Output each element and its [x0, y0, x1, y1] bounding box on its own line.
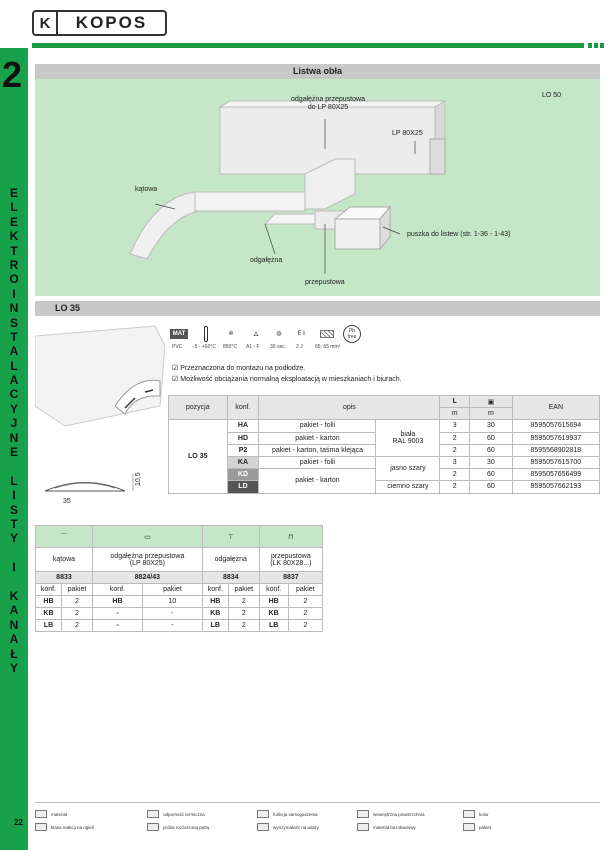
ean-cell: 8595057615694 — [512, 420, 599, 432]
sidebar-letter: J — [10, 416, 18, 431]
profile-drawing — [35, 316, 165, 496]
sidebar-letter: L — [10, 200, 18, 215]
acc-name-corner: kątowa — [36, 548, 93, 572]
col-konf: konf. — [227, 396, 259, 420]
sub-konf: konf. — [202, 584, 228, 596]
sidebar-letter: C — [9, 387, 19, 402]
glow-wire-icon: ◍ — [276, 331, 282, 337]
acc-cell: 2 — [228, 620, 259, 632]
col-L: L — [440, 396, 470, 408]
accessories-table — [35, 525, 323, 632]
section-vertical-title — [0, 186, 28, 675]
prop-pvc: PVC — [172, 344, 183, 350]
logo-letter: K — [34, 12, 58, 34]
pb-text: Pb — [348, 327, 356, 334]
opis-cell: pakiet - karton, taśma klejąca — [259, 444, 376, 456]
product-drawing — [35, 316, 165, 505]
sidebar-letter: Ł — [10, 646, 18, 661]
bullet-2: ☑ Możliwość obciążania normalną eksploatacją w mieszkaniach i biurach. — [172, 376, 402, 383]
sub-konf: konf. — [92, 584, 142, 596]
prop-glow: 850°C — [223, 344, 237, 350]
sub-pakiet: pakiet — [228, 584, 259, 596]
sidebar-letter: I — [12, 560, 16, 575]
legend-icon — [147, 810, 159, 818]
label-passthrough: przepustowa — [305, 279, 345, 286]
sidebar-letter: N — [9, 301, 19, 316]
acc-name-pass — [259, 548, 322, 572]
col-opis: opis — [259, 396, 440, 420]
prop-time: 30 sec. — [270, 344, 287, 350]
label-lo50: LO 50 — [542, 92, 562, 99]
label-corner: kątowa — [135, 186, 158, 193]
acc-cell: 2 — [61, 608, 92, 620]
prop-fire: A1 - F — [246, 344, 260, 350]
mat-badge: MAT — [170, 329, 189, 339]
header-dash — [594, 43, 598, 48]
legend-icon — [35, 823, 47, 831]
sidebar-letter: E — [9, 445, 18, 460]
sidebar-letter: K — [9, 229, 19, 244]
l-cell: 2 — [440, 432, 470, 444]
acc-name-p-2: (LK 80X28...) — [270, 559, 312, 567]
acc-cell: - — [143, 620, 203, 632]
sidebar-letter: L — [10, 473, 18, 488]
acc-image-pass: ⊓ — [259, 526, 322, 548]
col-position: pozycja — [169, 396, 228, 420]
legend-icon — [35, 810, 47, 818]
sub-pakiet: pakiet — [61, 584, 92, 596]
legend-icon — [257, 823, 269, 831]
sidebar-letter: O — [9, 272, 19, 287]
acc-name-p-1: przepustowa — [271, 552, 311, 560]
sidebar-letter: L — [10, 358, 18, 373]
konf-cell: P2 — [227, 444, 259, 456]
l-cell: 2 — [440, 469, 470, 481]
sidebar-letter: T — [10, 329, 18, 344]
acc-name-bp-2: (LP 80X25) — [129, 559, 166, 567]
kopos-logo — [32, 10, 167, 36]
acc-name-branch-pass — [92, 548, 202, 572]
l-cell: 3 — [440, 420, 470, 432]
bullet-2-text: Możliwość obciążania normalną eksploatacją w mieszkaniach i biurach. — [180, 376, 402, 383]
opis-cell: pakiet - karton — [259, 469, 376, 493]
sidebar-letter: A — [9, 632, 19, 647]
acc-cell: KB — [259, 608, 288, 620]
acc-cell: HB — [259, 596, 288, 608]
acc-cell: LB — [202, 620, 228, 632]
sidebar-letter: A — [9, 373, 19, 388]
m-cell: 30 — [470, 456, 513, 468]
sidebar-letter — [0, 575, 28, 589]
table-row — [169, 456, 600, 468]
sidebar-letter: K — [9, 588, 19, 603]
label-branch-pass — [283, 96, 373, 112]
table-row — [36, 596, 323, 608]
sidebar-letter: R — [9, 257, 19, 272]
self-extinguish-icon: ✲ — [228, 331, 234, 337]
sub-pakiet: pakiet — [288, 584, 322, 596]
hero-illustration — [35, 79, 600, 296]
section-number: 2 — [2, 54, 23, 95]
acc-cell: LB — [36, 620, 62, 632]
l-cell: 2 — [440, 481, 470, 493]
ean-cell: 8595057656499 — [512, 469, 599, 481]
sub-konf: konf. — [259, 584, 288, 596]
position-cell: LO 35 — [169, 420, 228, 493]
konf-cell: HD — [227, 432, 259, 444]
legend-icon — [147, 823, 159, 831]
sidebar-letter — [0, 459, 28, 473]
acc-code: 8833 — [36, 572, 93, 584]
acc-cell: 2 — [288, 596, 322, 608]
header-dash — [588, 43, 592, 48]
m-cell: 60 — [470, 481, 513, 493]
m-cell: 60 — [470, 469, 513, 481]
footer-line — [35, 802, 600, 803]
acc-cell: 2 — [228, 596, 259, 608]
table-row — [169, 420, 600, 432]
opis-cell: pakiet - folii — [259, 420, 376, 432]
sidebar-letter: A — [9, 344, 19, 359]
m-cell: 30 — [470, 420, 513, 432]
header-dash — [600, 43, 604, 48]
sub-konf: konf. — [36, 584, 62, 596]
sidebar-letter: Y — [9, 401, 18, 416]
sidebar-letter: I — [12, 488, 16, 503]
acc-name-bp-1: odgałężna przepustowa — [110, 552, 185, 560]
legend-icon — [257, 810, 269, 818]
sidebar-letter: Y — [9, 660, 18, 675]
acc-cell: 2 — [61, 596, 92, 608]
konf-cell: HA — [227, 420, 259, 432]
legend-icon — [357, 823, 369, 831]
color-white — [376, 420, 440, 457]
konf-cell: KD — [227, 469, 259, 481]
acc-name-branch: odgałężna — [202, 548, 259, 572]
l-cell: 3 — [440, 456, 470, 468]
label-branch-pass-line1: odgałężna przepustowa — [291, 96, 365, 103]
sidebar-letter: S — [9, 315, 18, 330]
legend-text: materiał bezołowiowy — [373, 825, 416, 830]
legend-text: wewnętrzna powierzchnia — [373, 812, 425, 817]
legend-text: odporność termiczna — [163, 812, 205, 817]
sidebar-letter: I — [12, 286, 16, 301]
acc-cell: 2 — [61, 620, 92, 632]
sub-pakiet: pakiet — [143, 584, 203, 596]
sidebar-letter: T — [10, 516, 18, 531]
konf-cell: LD — [227, 481, 259, 493]
sidebar-letter: E — [9, 214, 18, 229]
free-text: free — [347, 333, 357, 340]
acc-code: 8834 — [202, 572, 259, 584]
legend-text: kolor — [479, 812, 489, 817]
legend-text: materiał — [51, 812, 68, 817]
legend-icon — [357, 810, 369, 818]
m-cell: 60 — [470, 432, 513, 444]
legend-text: klasa reakcji na ogień — [51, 825, 95, 830]
legend-text: próba rozżarzoną pętlą — [163, 825, 210, 830]
dim-height: 10,5 — [135, 472, 142, 486]
label-box: puszka do listew (str. 1-36 - 1-43) — [407, 231, 511, 238]
ean-cell: 8595057615700 — [512, 456, 599, 468]
label-branch: odgałężna — [250, 257, 283, 264]
color-white-l2: RAL 9003 — [392, 438, 424, 446]
ean-cell: 8595057662193 — [512, 481, 599, 493]
bullet-1-text: Przeznaczona do montażu na podłodze. — [180, 365, 306, 372]
material-icon — [168, 323, 190, 344]
color-dark: ciemno szary — [376, 481, 440, 493]
logo-word: KOPOS — [75, 13, 148, 32]
impact-icon: E ⇩ — [297, 330, 307, 337]
sidebar-letter: S — [9, 502, 18, 517]
sidebar-letter: Y — [9, 531, 18, 546]
table-row — [36, 620, 323, 632]
legend-text: pakiet — [479, 825, 492, 830]
col-box-icon: ▣ — [470, 396, 513, 408]
sidebar-letter: T — [10, 243, 18, 258]
acc-cell: - — [143, 608, 203, 620]
prop-temp: -5 - +60°C — [193, 344, 216, 350]
table-row — [36, 608, 323, 620]
table-row — [169, 481, 600, 493]
acc-cell: 2 — [288, 620, 322, 632]
col-ean: EAN — [512, 396, 599, 420]
flame-icon: 🜂 — [253, 331, 259, 338]
acc-image-branch: ⊤ — [202, 526, 259, 548]
legend-icon — [463, 823, 475, 831]
acc-cell: 10 — [143, 596, 203, 608]
thermometer-icon — [195, 323, 217, 344]
acc-cell: HB — [36, 596, 62, 608]
acc-code: 8837 — [259, 572, 322, 584]
legend-text: funkcja samogaszenia — [273, 812, 318, 817]
m-cell: 60 — [470, 444, 513, 456]
product-subtitle: LO 35 — [35, 301, 600, 316]
ean-cell: 8595568902818 — [512, 444, 599, 456]
col-m2: m — [470, 408, 513, 420]
konf-cell: KA — [227, 456, 259, 468]
acc-cell: LB — [259, 620, 288, 632]
ean-cell: 8595057619937 — [512, 432, 599, 444]
sidebar-letter: E — [9, 186, 18, 200]
prop-energy: 2 J — [296, 344, 303, 350]
surface-icon — [316, 323, 338, 344]
opis-cell: pakiet - karton — [259, 432, 376, 444]
acc-cell: HB — [202, 596, 228, 608]
acc-cell: KB — [202, 608, 228, 620]
legend-text: wytrzymałość na udary — [273, 825, 319, 830]
label-lp: LP 80X25 — [392, 130, 423, 137]
acc-cell: 2 — [288, 608, 322, 620]
acc-image-corner: ⌒ — [36, 526, 93, 548]
acc-image-branch-pass: ▭ — [92, 526, 202, 548]
page-title: Listwa obła — [35, 64, 600, 79]
acc-cell: - — [92, 608, 142, 620]
acc-code: 8824/43 — [92, 572, 202, 584]
acc-cell: KB — [36, 608, 62, 620]
col-m1: m — [440, 408, 470, 420]
sidebar-letter: N — [9, 430, 19, 445]
prop-section: 65; 65 mm² — [315, 344, 341, 350]
header-green-line — [32, 43, 584, 48]
bullet-1: ☑ Przeznaczona do montażu na podłodze. — [172, 365, 306, 372]
acc-cell: HB — [92, 596, 142, 608]
color-white-l1: biała — [400, 431, 416, 439]
lead-free-icon — [341, 323, 363, 344]
impact-letter: E — [297, 330, 302, 337]
color-grey: jasno szary — [376, 456, 440, 480]
legend — [35, 810, 600, 840]
opis-cell: pakiet - folii — [259, 456, 376, 468]
legend-icon — [463, 810, 475, 818]
l-cell: 2 — [440, 444, 470, 456]
sidebar-letter: A — [9, 603, 19, 618]
label-branch-pass-line2: do LP 80X25 — [307, 104, 349, 111]
sidebar-letter: N — [9, 617, 19, 632]
sidebar-letter — [0, 546, 28, 560]
dim-width: 35 — [63, 498, 71, 505]
property-icons — [168, 323, 368, 353]
acc-cell: 2 — [228, 608, 259, 620]
config-table — [168, 395, 600, 494]
acc-cell: - — [92, 620, 142, 632]
page-number: 22 — [14, 818, 23, 827]
